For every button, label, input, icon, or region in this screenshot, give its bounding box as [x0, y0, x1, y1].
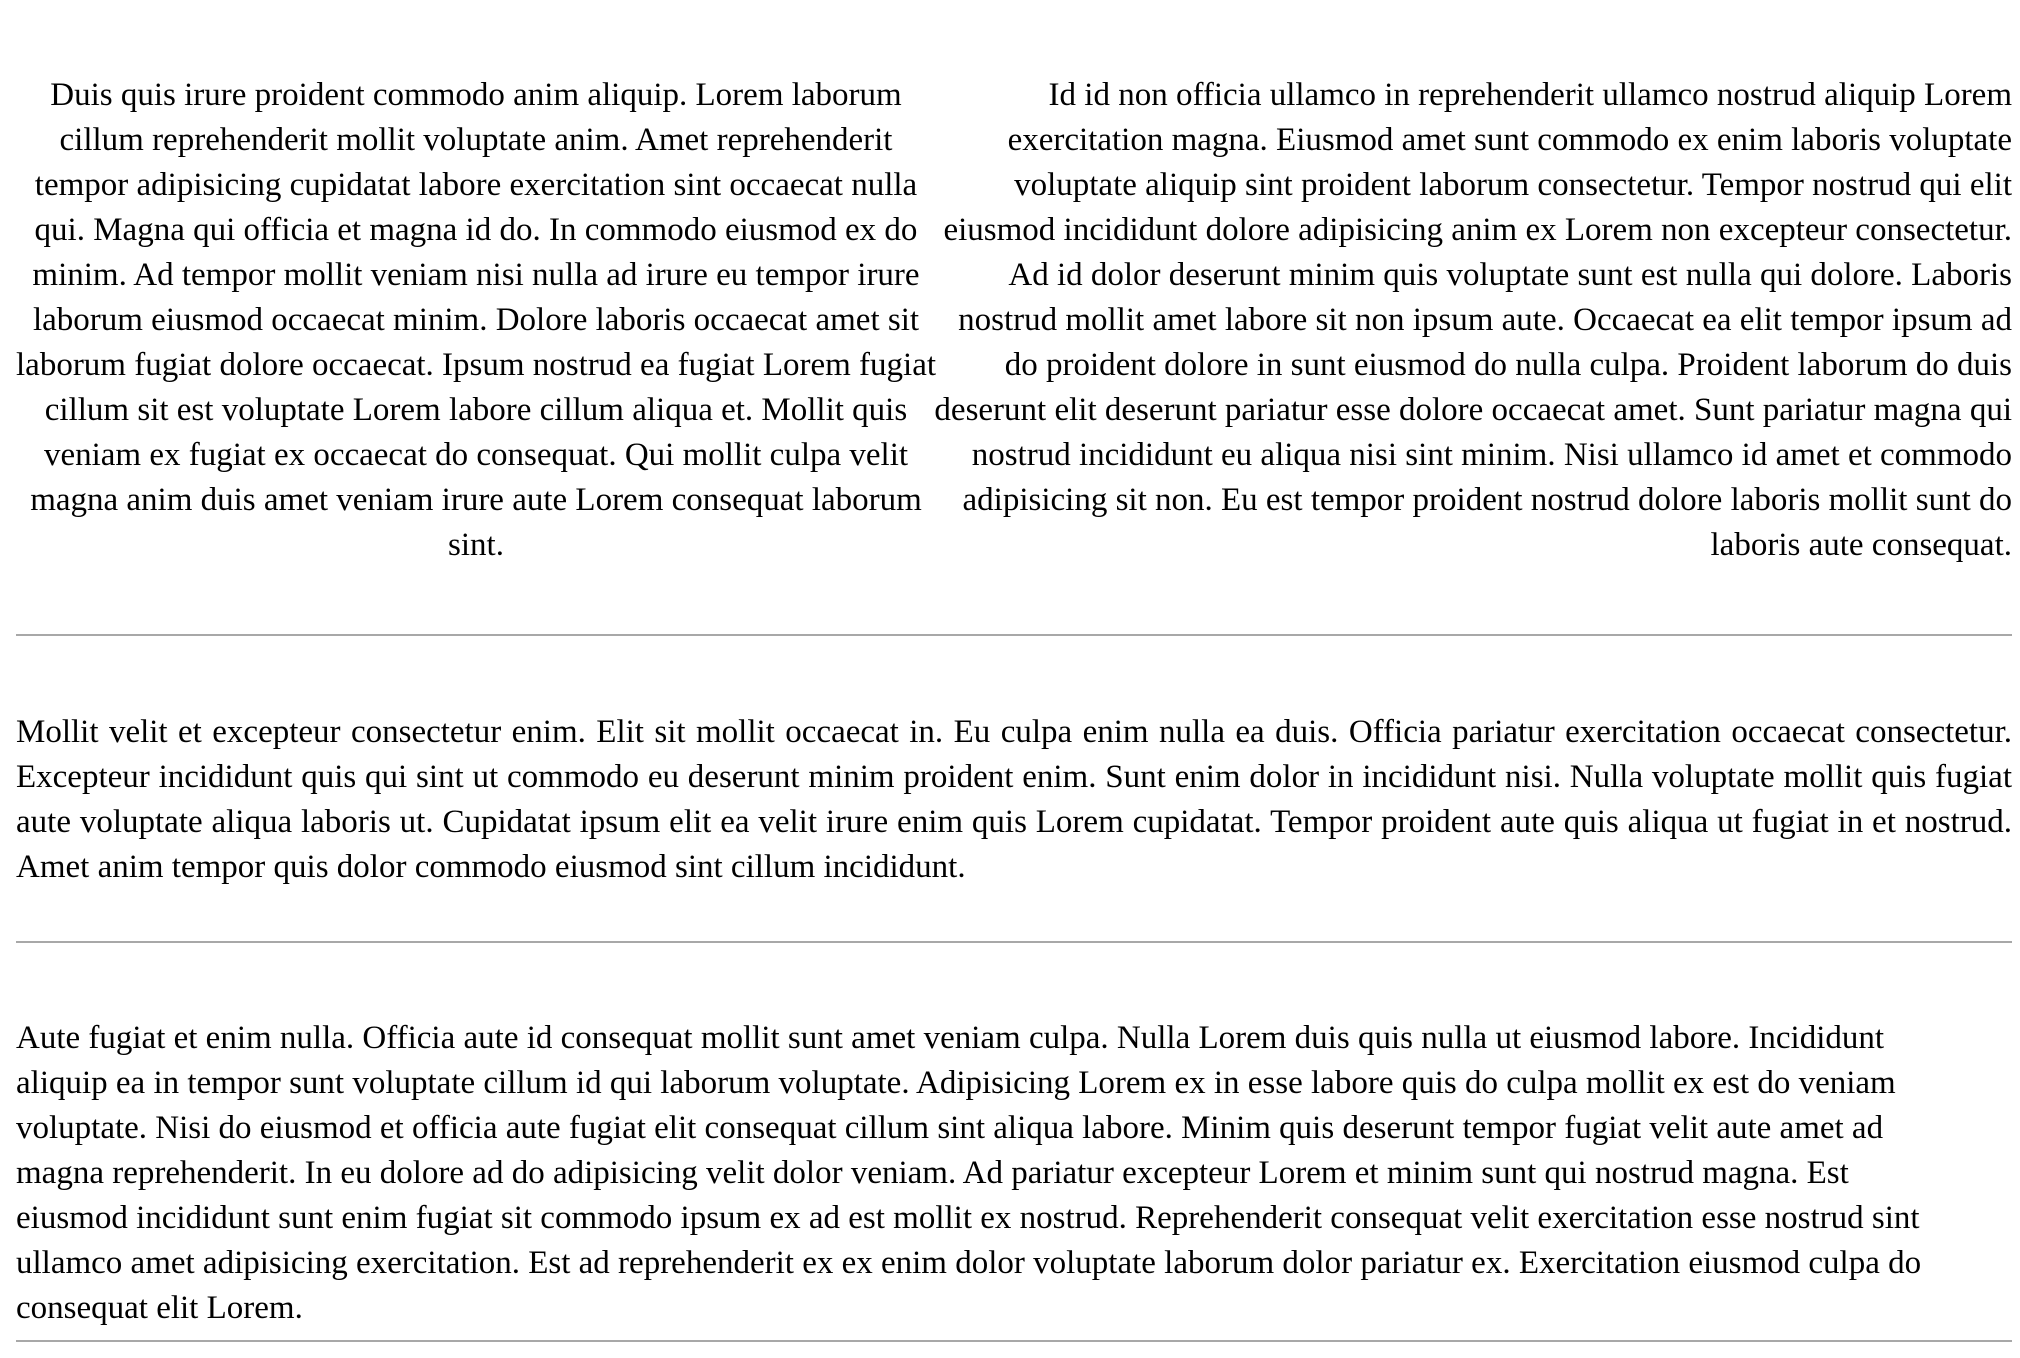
left-aligned-paragraph: Aute fugiat et enim nulla. Officia aute id consequat mollit sunt amet veniam culpa. Nulla Lorem duis quis nulla ut eiusmod labore. Incididunt aliquip ea in tempor sunt voluptate cillum id qui laborum voluptate. Adipisicing Lorem ex in esse labore quis do culpa mollit ex est do veniam voluptate. Nisi do eiusmod et officia aute fugiat elit consequat cillum sint aliqua labore. Minim quis deserunt tempor fugiat velit aute amet ad magna reprehenderit. In eu dolore ad do adipisicing velit dolor veniam. Ad pariatur excepteur Lorem et minim sunt qui nostrud magna. Est eiusmod incididunt sunt enim fugiat sit commodo ipsum ex ad est mollit ex nostrud. Reprehenderit consequat velit exercitation esse nostrud sint ullamco amet adipisicing exercitation. Est ad reprehenderit ex ex enim dolor voluptate laborum dolor pariatur ex. Exercitation eiusmod culpa do consequat elit Lorem. [16, 1020, 1922, 1326]
divider-2 [16, 941, 2012, 943]
right-column-paragraph: Id id non officia ullamco in reprehenderit ullamco nostrud aliquip Lorem exercitation magna. Eiusmod amet sunt commodo ex enim laboris voluptate voluptate aliquip sint proident laborum consectetur. Tempor nostrud qui elit eiusmod incididunt dolore adipisicing anim ex Lorem non excepteur consectetur. Ad id dolor deserunt minim quis voluptate sunt est nulla qui dolore. Laboris nostrud mollit amet labore sit non ipsum aute. Occaecat ea elit tempor ipsum ad do proident dolore in sunt eiusmod do nulla culpa. Proident laborum do duis deserunt elit deserunt pariatur esse dolore occaecat amet. Sunt pariatur magna qui nostrud incididunt eu aliqua nisi sint minim. Nisi ullamco id amet et commodo adipisicing sit non. Eu est tempor proident nostrud dolore laboris mollit sunt do laboris aute consequat. [934, 77, 2012, 563]
divider-1 [16, 634, 2012, 636]
left-column-paragraph: Duis quis irure proident commodo anim aliquip. Lorem laborum cillum reprehenderit mollit voluptate anim. Amet reprehenderit tempor adipisicing cupidatat labore exercitation sint occaecat nulla qui. Magna qui officia et magna id do. In commodo eiusmod ex do minim. Ad tempor mollit veniam nisi nulla ad irure eu tempor irure laborum eiusmod occaecat minim. Dolore laboris occaecat amet sit laborum fugiat dolore occaecat. Ipsum nostrud ea fugiat Lorem fugiat cillum sit est voluptate Lorem labore cillum aliqua et. Mollit quis veniam ex fugiat ex occaecat do consequat. Qui mollit culpa velit magna anim duis amet veniam irure aute Lorem consequat laborum sint. [16, 77, 937, 563]
justified-paragraph: Mollit velit et excepteur consectetur enim. Elit sit mollit occaecat in. Eu culpa enim nulla ea duis. Officia pariatur exercitation occaecat consectetur. Excepteur incididunt quis qui sint ut commodo eu deserunt minim proident enim. Sunt enim dolor in incididunt nisi. Nulla voluptate mollit quis fugiat aute voluptate aliqua laboris ut. Cupidatat ipsum elit ea velit irure enim quis Lorem cupidatat. Tempor proident aute quis aliqua ut fugiat in et nostrud. Amet anim tempor quis dolor commodo eiusmod sint cillum incididunt. [16, 714, 2012, 885]
divider-3 [16, 1340, 2012, 1342]
two-column-section [16, 0, 2012, 640]
document-page [16, 0, 2012, 1326]
